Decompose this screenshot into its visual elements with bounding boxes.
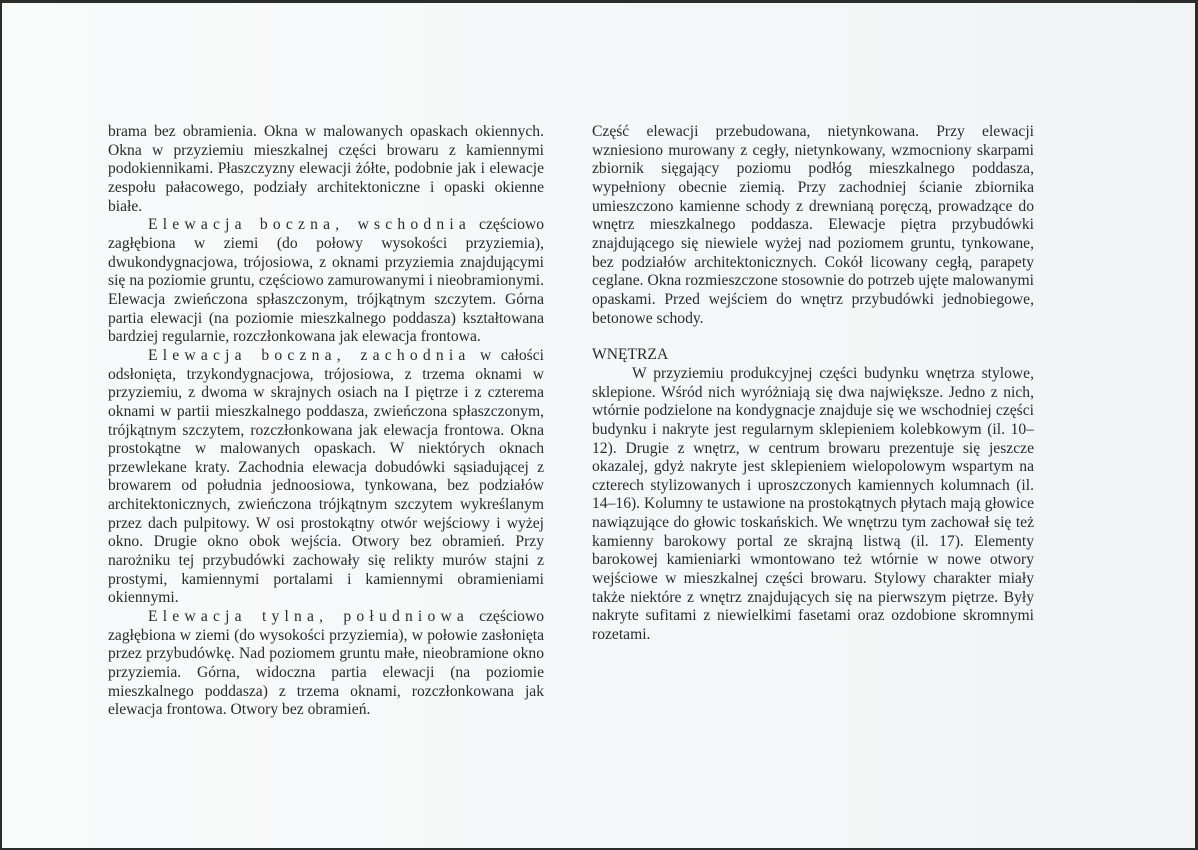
paragraph-east-elevation [108, 216, 544, 347]
paragraph-text: brama bez obramienia. Okna w malowanych opaskach okiennych. Okna w przyziemiu mieszkalnej części browaru z kamiennymi podokiennikami. Płaszczyzny elewacji żółte, podobnie jak i elewacje zespołu pałacowego, podziały architektoniczne i opaski okienne białe. [108, 123, 544, 215]
paragraph-text: w całości odsłonięta, trzykondygnacjowa, trójosiowa, z trzema oknami w przyziemiu, z dwoma w skrajnych osiach na I piętrze i z czterema oknami w partii mieszkalnego poddasza, zwieńczona spłaszczonym, trójkątnym szczytem, rozczłonkowana jak elewacja frontowa. Okna prostokątne w malowanych opaskach. W niektórych oknach przewlekane kraty. Zachodnia elewacja dobudówki sąsiadującej z browarem od południa jednoosiowa, tynkowana, bez podziałów architektonicznych, zwieńczona trójkątnym szczytem wykreślanym przez dach pulpitowy. W osi prostokątny otwór wejściowy i wyżej okno. Drugie okno obok wejścia. Otwory bez obramień. Przy narożniku tej przybudówki zachowały się relikty murów stajni z prostymi, kamiennymi portalami i kamiennymi obramieniami okiennymi. [108, 346, 544, 607]
paragraph-south-elevation [108, 608, 544, 720]
paragraph-interiors: W przyziemiu produkcyjnej części budynku wnętrza stylowe, sklepione. Wśród nich wyróżniają się dwa największe. Jedno z nich, wtórnie podzielone na kondygnacje znajduje się we wschodniej części budynku i nakryte jest regularnym sklepieniem kolebkowym (il. 10–12). Drugie z wnętrz, w centrum browaru prezentuje się jeszcze okazalej, gdyż nakryte jest sklepieniem wielopolowym wspartym na czterech stylizowanych i uproszczonych kamiennych kolumnach (il. 14–16). Kolumny te ustawione na prostokątnych płytach mają głowice nawiązujące do głowic toskańskich. We wnętrzu tym zachował się też kamienny barokowy portal ze skrajną listwą (il. 17). Elementy barokowej kamieniarki wmontowano też wtórnie w nowe otwory wejściowe w mieszkalnej części browaru. Stylowy charakter miały także niektóre z wnętrz znajdujących się na pierwszym piętrze. Były nakryte sufitami z niewielkimi fasetami oraz ozdobione skromnymi rozetami. [592, 364, 1034, 644]
paragraph-west-elevation [108, 347, 544, 608]
spaced-lead-term: Elewacja boczna, wschodnia [148, 216, 472, 234]
right-text-column [592, 123, 1034, 645]
section-heading-interiors: WNĘTRZA [592, 346, 669, 364]
spaced-lead-term: Elewacja tylna, południowa [148, 608, 470, 626]
paragraph-text: częściowo zagłębiona w ziemi (do wysokości przyziemia), w połowie zasłonięta przez przybudówkę. Nad poziomem gruntu małe, nieobramione okno przyziemia. Górna, widoczna partia elewacji (na poziomie mieszkalnego poddasza) z trzema oknami, rozczłonkowana jak elewacja frontowa. Otwory bez obramień. [108, 608, 545, 719]
paragraph-facade-continuation [108, 123, 544, 216]
paragraph-text: częściowo zagłębiona w ziemi (do połowy wysokości przyziemia), dwukondygnacjowa, trójosiowa, z oknami przyziemia znajdującymi się na poziomie gruntu, częściowo zamurowanymi i nieobramionymi. Elewacja zwieńczona spłaszczonym, trójkątnym szczytem. Górna partia elewacji (na poziomie mieszkalnego poddasza) kształtowana bardziej regularnie, rozczłonkowana jak elewacja frontowa. [108, 216, 544, 346]
left-text-column [108, 123, 544, 720]
spaced-lead-term: Elewacja boczna, zachodnia [148, 346, 471, 364]
paragraph-rebuilt-facade: Część elewacji przebudowana, nietynkowana. Przy elewacji wzniesiono murowany z cegły, nietynkowany, wzmocniony skarpami zbiornik sięgający poziomu podłóg mieszkalnego poddasza, wypełniony obecnie ziemią. Przy zachodniej ścianie zbiornika umieszczono kamienne schody z drewnianą poręczą, prowadzące do wnętrz mieszkalnego poddasza. Elewacje piętra przybudówki znajdującego się niewiele wyżej nad poziomem gruntu, tynkowane, bez podziałów architektonicznych. Cokół licowany cegłą, parapety ceglane. Okna rozmieszczone stosownie do potrzeb ujęte malowanymi opaskami. Przed wejściem do wnętrz przybudówki jednobiegowe, betonowe schody. [592, 123, 1034, 327]
document-page [2, 3, 1195, 848]
